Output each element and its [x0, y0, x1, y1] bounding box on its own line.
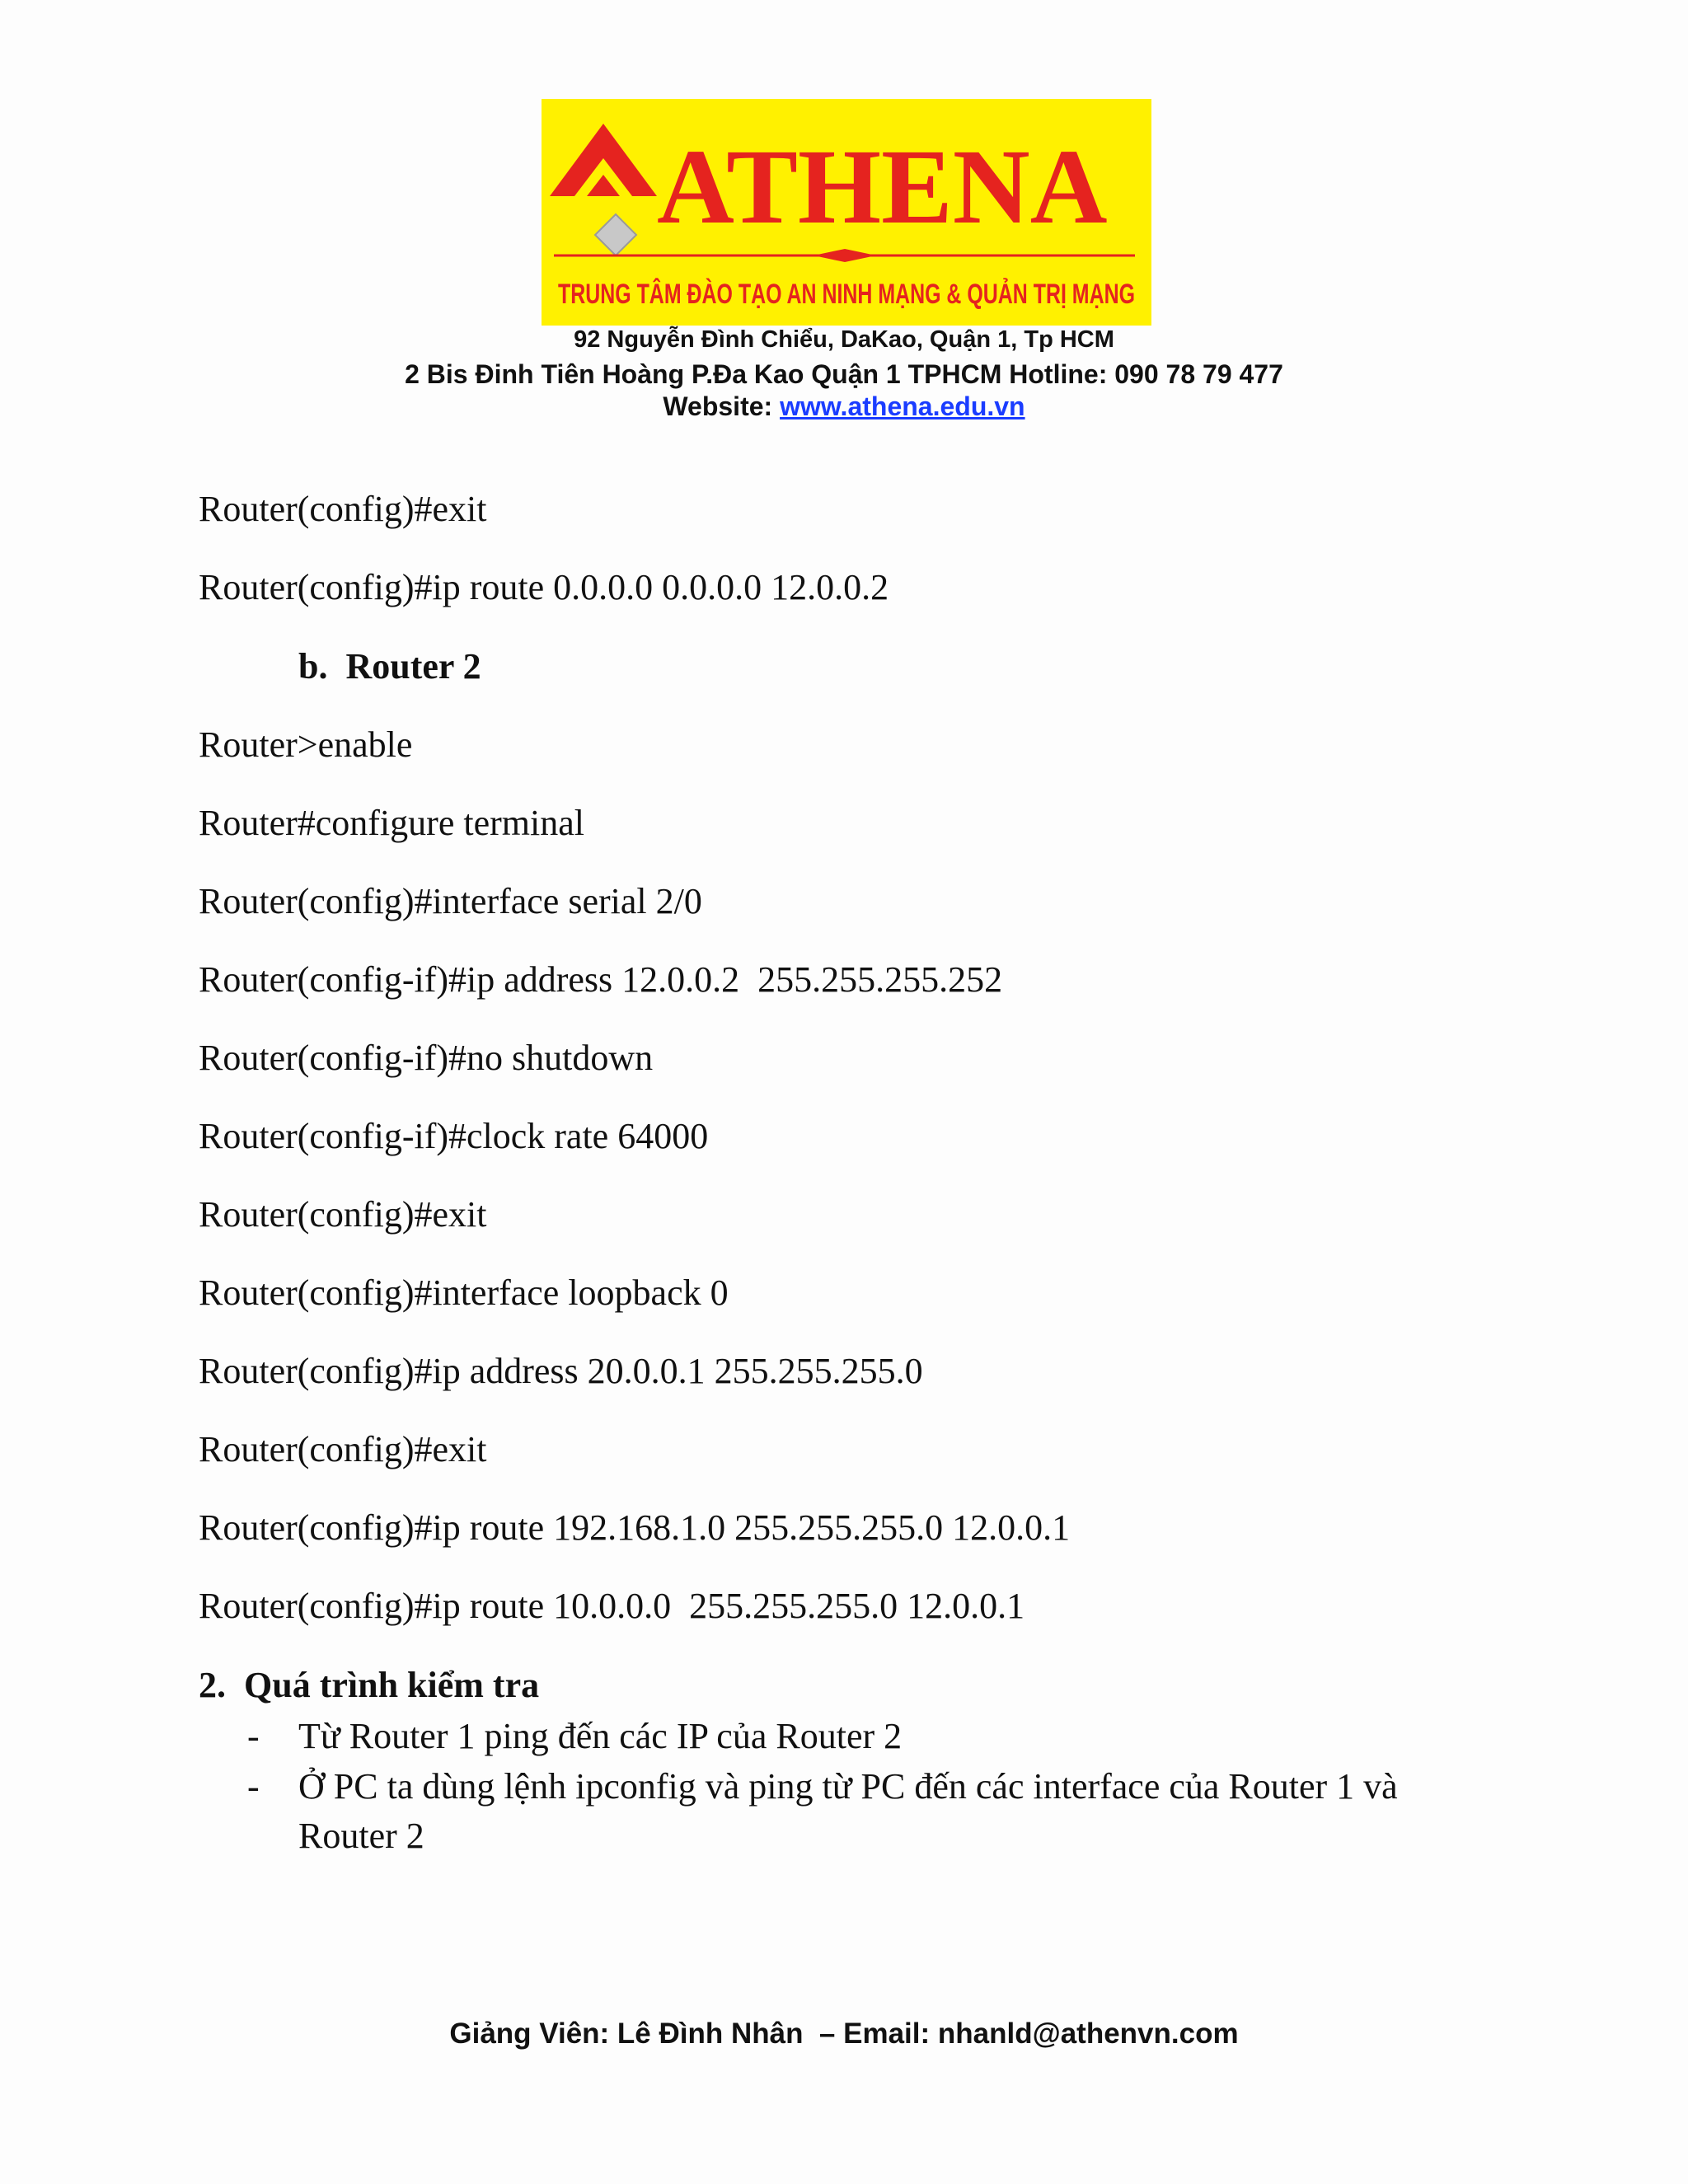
website-line	[0, 391, 1688, 422]
command-line: Router(config-if)#ip address 12.0.0.2 255.255.255.252	[199, 959, 1003, 1000]
r1-route-line: Router(config)#ip route 0.0.0.0 0.0.0.0 12.0.0.2	[199, 567, 889, 607]
address-line-1: 92 Nguyễn Đình Chiểu, DaKao, Quận 1, Tp HCM	[574, 326, 1114, 353]
bullet-item-2-line-2: Router 2	[298, 1816, 424, 1856]
footer-instructor: Giảng Viên: Lê Đình Nhân – Email: nhanld@athenvn.com	[449, 2018, 1239, 2050]
bullet-item-1: Từ Router 1 ping đến các IP của Router 2	[298, 1716, 903, 1756]
athena-logo-graphic	[542, 99, 1151, 326]
bullet-marker: -	[247, 1766, 260, 1807]
command-line: Router(config)#exit	[199, 1429, 487, 1469]
command-line: Router(config)#ip route 10.0.0.0 255.255.255.0 12.0.0.1	[199, 1586, 1025, 1626]
command-line: Router(config)#interface loopback 0	[199, 1272, 729, 1313]
command-line: Router(config)#exit	[199, 1194, 487, 1235]
command-line: Router#configure terminal	[199, 803, 584, 843]
command-line: Router(config)#ip route 192.168.1.0 255.255.255.0 12.0.0.1	[199, 1507, 1071, 1548]
section-2-heading	[199, 1667, 539, 1704]
r1-exit-line: Router(config)#exit	[199, 489, 487, 529]
section-2-title: Quá trình kiểm tra	[244, 1665, 540, 1705]
command-line: Router(config-if)#no shutdown	[199, 1038, 654, 1078]
athena-logo	[542, 99, 1151, 326]
command-line: Router(config)#interface serial 2/0	[199, 881, 702, 921]
bullet-marker: -	[247, 1716, 260, 1756]
logo-tagline: TRUNG TÂM ĐÀO TẠO AN NINH MẠNG & QUẢN TRỊ MẠNG	[558, 279, 1135, 310]
logo-wordmark: ATHENA	[657, 128, 1108, 246]
bullet-item-2-line-1: Ở PC ta dùng lệnh ipconfig và ping từ PC đến các interface của Router 1 và	[298, 1766, 1398, 1807]
website-link[interactable]: www.athena.edu.vn	[780, 391, 1025, 421]
command-line: Router>enable	[199, 724, 413, 765]
subheading-title: Router 2	[345, 646, 481, 687]
address-line-2: 2 Bis Đinh Tiên Hoàng P.Đa Kao Quận 1 TPHCM Hotline: 090 78 79 477	[405, 359, 1283, 389]
subheading-marker: b.	[298, 646, 328, 687]
subheading-router-2	[298, 646, 481, 687]
emblem-diamond-icon	[595, 214, 636, 255]
section-2-number: 2.	[199, 1665, 226, 1705]
command-line: Router(config-if)#clock rate 64000	[199, 1116, 709, 1156]
website-label: Website:	[663, 391, 781, 421]
command-line: Router(config)#ip address 20.0.0.1 255.255.255.0	[199, 1351, 923, 1391]
